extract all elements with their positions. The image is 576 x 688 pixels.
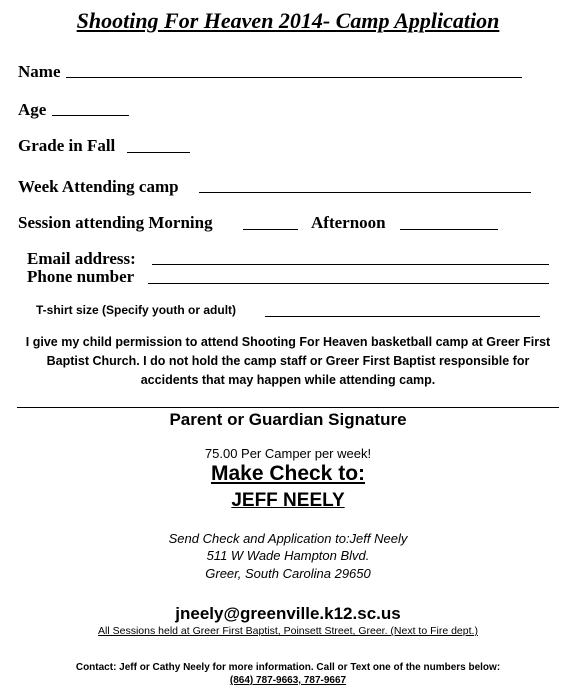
grade-field[interactable] bbox=[127, 152, 190, 153]
make-check-heading: Make Check to: bbox=[210, 462, 366, 485]
tshirt-field[interactable] bbox=[265, 316, 540, 317]
permission-text: I give my child permission to attend Shooting For Heaven basketball camp at Greer First Baptist Church. I do not hold the camp staff or Greer First Baptist responsible for accidents that may happen while attending camp. bbox=[25, 335, 551, 387]
name-field[interactable] bbox=[66, 77, 522, 78]
contact-email: jneely@greenville.k12.sc.us bbox=[175, 604, 401, 623]
afternoon-field[interactable] bbox=[400, 229, 498, 230]
afternoon-label: Afternoon bbox=[311, 213, 386, 232]
week-label: Week Attending camp bbox=[18, 177, 179, 196]
price-text: 75.00 Per Camper per week! bbox=[204, 446, 372, 461]
phone-numbers: (864) 787-9663, 787-9667 bbox=[229, 675, 347, 686]
signature-label: Parent or Guardian Signature bbox=[169, 410, 407, 429]
payee-name: JEFF NEELY bbox=[231, 490, 345, 511]
age-label: Age bbox=[18, 100, 47, 119]
name-label: Name bbox=[18, 62, 61, 81]
email-field[interactable] bbox=[152, 264, 549, 265]
send-line-3: Greer, South Carolina 29650 bbox=[205, 566, 371, 581]
session-label: Session attending Morning bbox=[18, 213, 213, 232]
tshirt-label: T-shirt size (Specify youth or adult) bbox=[36, 303, 237, 317]
sessions-note: All Sessions held at Greer First Baptist, Poinsett Street, Greer. (Next to Fire dept.) bbox=[98, 625, 478, 637]
week-field[interactable] bbox=[199, 192, 531, 193]
divider-line bbox=[17, 407, 559, 408]
phone-label: Phone number bbox=[27, 267, 135, 286]
contact-note: Contact: Jeff or Cathy Neely for more information. Call or Text one of the numbers below: bbox=[75, 662, 501, 673]
send-line-2: 511 W Wade Hampton Blvd. bbox=[206, 548, 370, 563]
phone-field[interactable] bbox=[148, 283, 549, 284]
morning-field[interactable] bbox=[243, 229, 298, 230]
email-label: Email address: bbox=[27, 249, 136, 268]
page-title: Shooting For Heaven 2014- Camp Application bbox=[76, 8, 500, 33]
age-field[interactable] bbox=[52, 115, 129, 116]
grade-label: Grade in Fall bbox=[18, 136, 116, 155]
send-line-1: Send Check and Application to:Jeff Neely bbox=[168, 531, 408, 546]
